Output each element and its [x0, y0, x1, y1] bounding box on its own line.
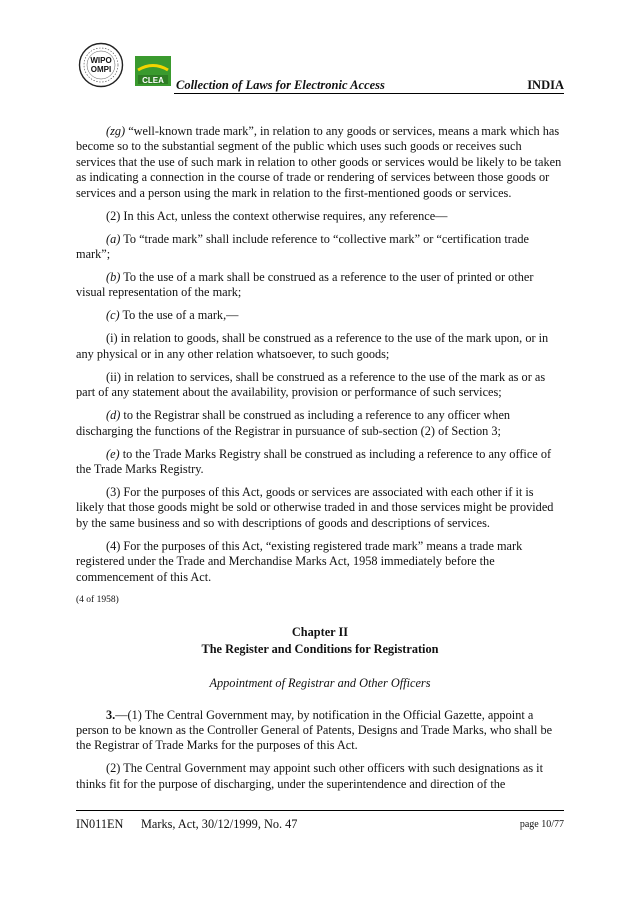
- document-body: [76, 124, 564, 800]
- clea-logo-text: CLEA: [142, 76, 164, 85]
- chapter-number: Chapter II: [291, 625, 349, 640]
- chapter-heading: [76, 624, 564, 658]
- wipo-logo-text: WIPO: [90, 56, 112, 65]
- section-3-paragraph-1: [76, 708, 564, 754]
- paragraph-i: (i) in relation to goods, shall be construed as a reference to the use of the mark upon, or in any physical or in any other relation whatsoever, to such goods;: [76, 331, 549, 361]
- section-3-paragraph-2: (2) The Central Government may appoint such other officers with such designations as it thinks fit for the purpose of discharging, under the superintendence and direction of the: [76, 761, 544, 791]
- section-subheading: Appointment of Registrar and Other Officers: [209, 676, 431, 691]
- clause-text-c: To the use of a mark,—: [119, 308, 239, 323]
- act-citation: Marks, Act, 30/12/1999, No. 47: [141, 817, 298, 831]
- page-footer: [76, 810, 564, 835]
- clause-text-a: To “trade mark” shall include reference to “collective mark” or “certification trade mark”;: [76, 231, 529, 262]
- paragraph-c: [76, 308, 564, 323]
- paragraph-a: [76, 232, 564, 263]
- clause-label-c: (c): [106, 308, 120, 323]
- document-code: IN011EN: [76, 817, 124, 831]
- paragraph-b: [76, 270, 564, 301]
- paragraph-3: (3) For the purposes of this Act, goods or services are associated with each other if it is likely that those goods might be sold or otherwise traded in and those services might be provided by the same business and so with descriptions of goods and descriptions of services.: [76, 485, 554, 530]
- paragraph-d: [76, 408, 564, 439]
- clause-label-zg: (zg): [106, 124, 126, 138]
- clause-label-b: (b): [106, 270, 121, 285]
- clause-label-a: (a): [106, 231, 121, 246]
- paragraph-e: [76, 447, 564, 478]
- clea-logo: [135, 56, 171, 86]
- clause-label-e: (e): [106, 446, 120, 461]
- clause-text-b: To the use of a mark shall be construed as a reference to the user of printed or other visual representation of the mark;: [76, 270, 534, 300]
- wipo-ompi-logo: [78, 42, 124, 88]
- clause-text-e: to the Trade Marks Registry shall be construed as including a reference to any office of the Trade Marks Registry.: [76, 446, 552, 477]
- country-label: INDIA: [527, 78, 564, 92]
- section-number: 3.: [106, 707, 116, 722]
- chapter-title: The Register and Conditions for Registration: [201, 642, 439, 657]
- paragraph-zg: [76, 124, 564, 201]
- footer-divider: [76, 810, 564, 811]
- clause-text-zg: “well-known trade mark”, in relation to any goods or services, means a mark which has become so to the substantial segment of the public which uses such goods or receives such services that the use of such mark in relation to other goods or services would be likely to be taken as indicating a connection in the course of trade or rendering of services between those goods or services and a person using the mark in relation to the first-mentioned goods or services.: [76, 124, 562, 200]
- collection-title: Collection of Laws for Electronic Access: [176, 78, 385, 92]
- paragraph-2: (2) In this Act, unless the context otherwise requires, any reference—: [106, 208, 448, 223]
- page-number: page 10/77: [519, 819, 564, 830]
- marginal-note: (4 of 1958): [76, 594, 119, 605]
- ompi-logo-text: OMPI: [90, 65, 112, 74]
- clause-label-d: (d): [106, 408, 121, 423]
- section-3-text: —(1) The Central Government may, by notification in the Official Gazette, appoint a person to be known as the Controller General of Patents, Designs and Trade Marks, who shall be the Registrar of Trade Marks for the purposes of this Act.: [76, 707, 553, 753]
- page-header: [78, 42, 564, 94]
- clause-text-d: to the Registrar shall be construed as including a reference to any officer when discharging the functions of the Registrar in pursuance of sub-section (2) of Section 3;: [76, 408, 511, 438]
- paragraph-4: (4) For the purposes of this Act, “existing registered trade mark” means a trade mark registered under the Trade and Merchandise Marks Act, 1958 immediately before the commencement of this Act.: [76, 538, 523, 584]
- paragraph-ii: (ii) in relation to services, shall be construed as a reference to the use of the mark as or as part of any statement about the availability, provision or performance of such services;: [76, 369, 546, 400]
- header-divider: [174, 93, 564, 94]
